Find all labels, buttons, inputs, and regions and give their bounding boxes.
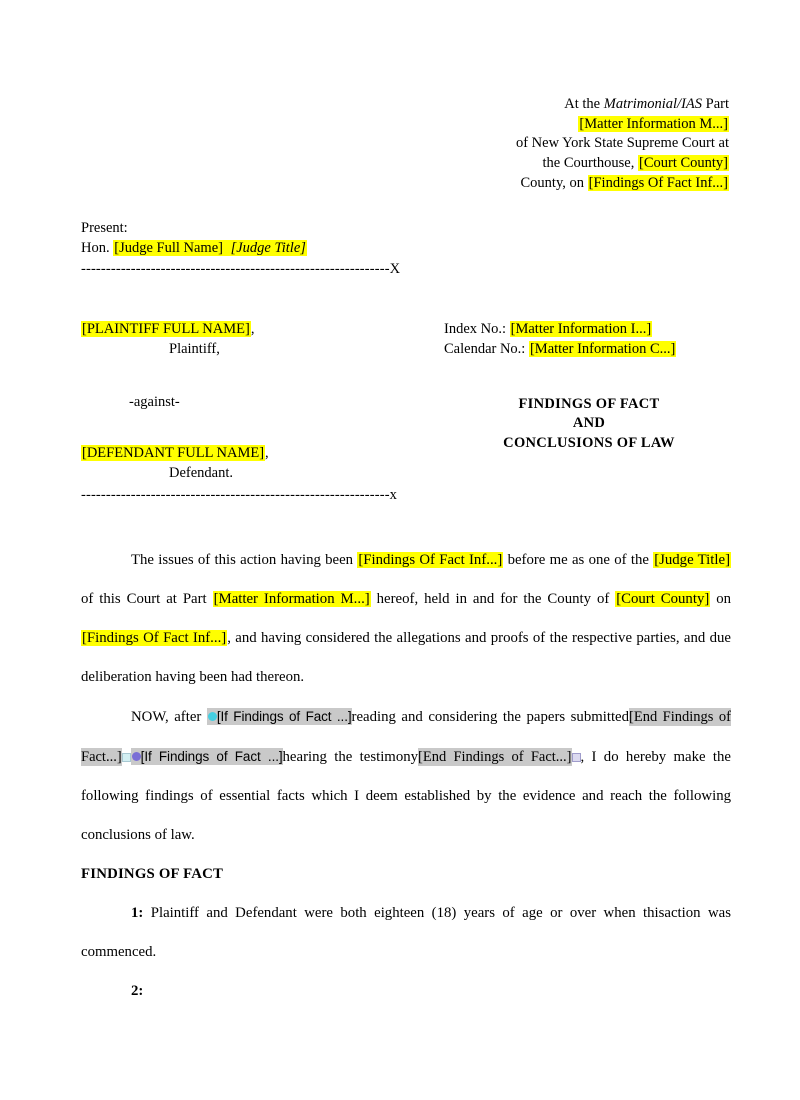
field-judge-full-name[interactable]: [Judge Full Name] bbox=[114, 239, 223, 256]
field-findings-of-fact-date[interactable]: [Findings Of Fact Inf...] bbox=[588, 174, 728, 191]
defendant-comma: , bbox=[265, 444, 269, 461]
venue-block bbox=[81, 95, 731, 194]
field-findings-date-body[interactable]: [Findings Of Fact Inf...] bbox=[82, 629, 227, 646]
conditional-if-marker-1-label: [If Findings of Fact ...] bbox=[216, 708, 352, 724]
conditional-if-marker-2-label: [If Findings of Fact ...] bbox=[140, 748, 283, 764]
conditional-end-marker-2-label: [End Findings of Fact...] bbox=[418, 748, 572, 765]
p1-seg5: on bbox=[710, 590, 732, 607]
paragraph-now bbox=[81, 697, 731, 855]
defendant-role: Defendant. bbox=[169, 464, 234, 481]
p2-seg4: , I do hereby make the following findings of essential facts which I deem established by the evidence and reach the following conclusions of law. bbox=[81, 748, 731, 843]
field-court-county[interactable]: [Court County] bbox=[638, 155, 728, 172]
present-label: Present: bbox=[81, 219, 128, 236]
field-plaintiff-full-name[interactable]: [PLAINTIFF FULL NAME] bbox=[82, 320, 250, 337]
finding-item-1-number: 1: bbox=[131, 904, 144, 921]
p2-seg3: hearing the testimony bbox=[282, 748, 419, 765]
venue-line4-pre: the Courthouse, bbox=[542, 155, 638, 172]
plaintiff-comma: , bbox=[250, 320, 255, 337]
venue-part-type: Matrimonial/IAS bbox=[603, 96, 703, 112]
finding-item-2 bbox=[81, 972, 731, 1011]
p1-seg1: The issues of this action having been bbox=[131, 551, 358, 568]
calendar-number-label: Calendar No.: bbox=[444, 340, 529, 357]
field-calendar-number[interactable]: [Matter Information C...] bbox=[529, 340, 676, 357]
findings-of-fact-heading: FINDINGS OF FACT bbox=[81, 865, 224, 882]
venue-line5-pre: County, on bbox=[520, 174, 588, 191]
finding-item-1-text: Plaintiff and Defendant were both eighteen (18) years of age or over when thisaction was commenced. bbox=[81, 904, 731, 960]
venue-line-2 bbox=[81, 115, 729, 135]
document-body-text bbox=[81, 541, 731, 1011]
venue-line-4 bbox=[81, 154, 729, 174]
conditional-end-marker-2[interactable] bbox=[418, 748, 571, 766]
field-matter-information-part[interactable]: [Matter Information M...] bbox=[579, 115, 728, 132]
hon-label: Hon. bbox=[81, 239, 114, 256]
field-matter-information-part-body[interactable]: [Matter Information M...] bbox=[213, 590, 370, 607]
caption-rule-bottom: --------------------------------------------------------------x bbox=[81, 486, 398, 503]
document-title-line-3: CONCLUSIONS OF LAW bbox=[503, 434, 675, 451]
index-number-line bbox=[444, 319, 744, 339]
against-label: -against- bbox=[129, 393, 180, 410]
field-judge-title[interactable]: [Judge Title] bbox=[230, 239, 306, 256]
field-index-number[interactable]: [Matter Information I...] bbox=[510, 320, 652, 337]
p2-seg2: reading and considering the papers submitted bbox=[351, 708, 630, 725]
field-court-county-body[interactable]: [Court County] bbox=[616, 590, 710, 607]
present-block bbox=[81, 218, 731, 258]
caption-rule-top: --------------------------------------------------------------X bbox=[81, 260, 401, 277]
plaintiff-role: Plaintiff, bbox=[169, 340, 220, 357]
venue-line-5 bbox=[81, 174, 729, 194]
venue-line1-pre: At the bbox=[564, 96, 604, 112]
document-title-line-1: FINDINGS OF FACT bbox=[518, 395, 660, 412]
field-judge-title-body[interactable]: [Judge Title] bbox=[654, 551, 730, 568]
parties-block bbox=[81, 319, 731, 483]
p1-seg6: , and having considered the allegations and proofs of the respective parties, and due deliberation having been had thereon. bbox=[81, 629, 731, 685]
condition-dot-violet-icon bbox=[132, 752, 141, 761]
p1-seg4: hereof, held in and for the County of bbox=[370, 590, 616, 607]
condition-end-square-violet-icon bbox=[572, 753, 581, 762]
p1-seg2: before me as one of the bbox=[503, 551, 654, 568]
document-title bbox=[444, 395, 734, 454]
p2-seg1: NOW, after bbox=[131, 708, 207, 725]
conditional-end-marker-1-label: [End Findings of Fact...] bbox=[81, 708, 731, 765]
p1-seg3: of this Court at Part bbox=[81, 590, 213, 607]
document-title-line-2: AND bbox=[572, 415, 606, 432]
venue-line-3: of New York State Supreme Court at bbox=[515, 135, 729, 152]
caption-right-column bbox=[444, 319, 744, 454]
paragraph-issues bbox=[81, 541, 731, 697]
venue-line-1 bbox=[81, 95, 729, 115]
finding-item-1 bbox=[81, 894, 731, 972]
calendar-number-line bbox=[444, 339, 744, 359]
hon-line bbox=[81, 238, 731, 258]
field-findings-heard-type[interactable]: [Findings Of Fact Inf...] bbox=[358, 551, 503, 568]
conditional-if-marker-2[interactable] bbox=[131, 748, 283, 765]
document-body bbox=[81, 95, 731, 1011]
condition-end-square-cyan-icon bbox=[122, 753, 131, 762]
conditional-if-marker-1[interactable] bbox=[207, 708, 352, 725]
condition-dot-cyan-icon bbox=[208, 712, 217, 721]
venue-line1-post: Part bbox=[702, 96, 729, 112]
field-defendant-full-name[interactable]: [DEFENDANT FULL NAME] bbox=[82, 444, 265, 461]
index-number-label: Index No.: bbox=[444, 320, 510, 337]
finding-item-2-number: 2: bbox=[131, 982, 144, 999]
